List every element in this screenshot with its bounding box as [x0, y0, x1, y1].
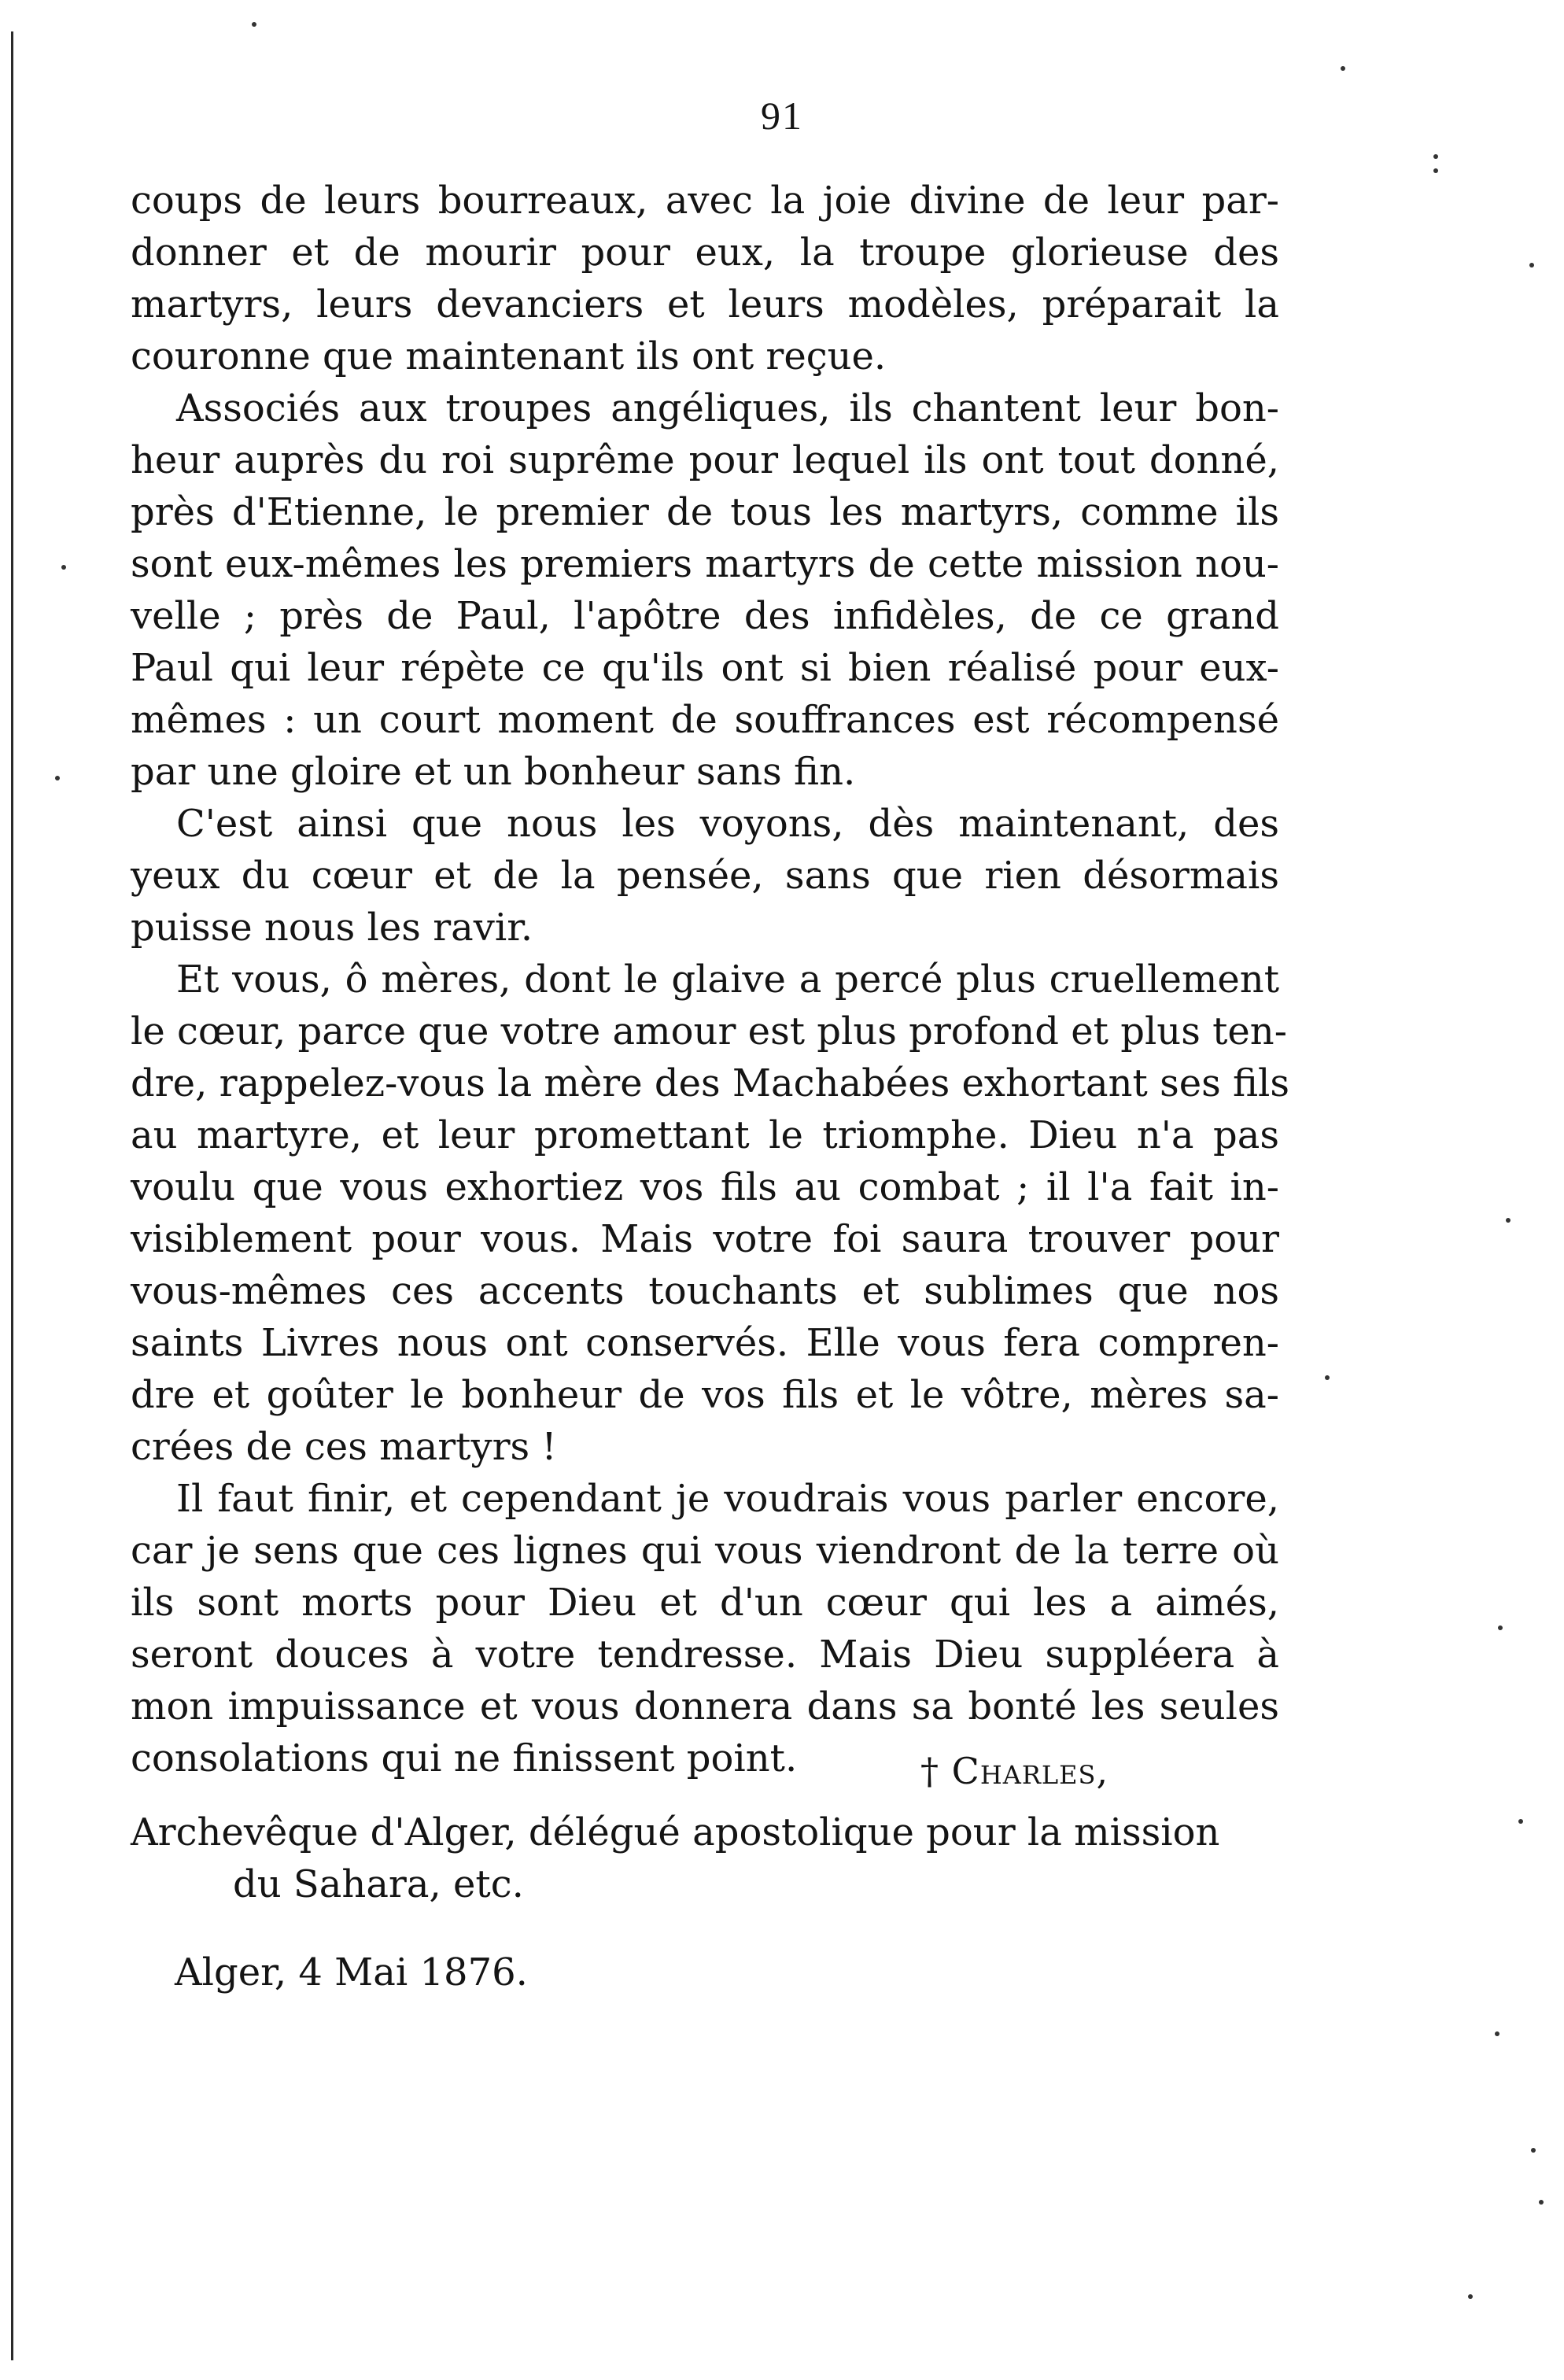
- page-number: 91: [761, 94, 803, 138]
- scan-speck: [61, 565, 66, 570]
- body-line: heur auprès du roi suprême pour lequel ils ont tout donné,: [131, 438, 1279, 482]
- body-line: donner et de mourir pour eux, la troupe glorieuse des: [131, 231, 1279, 275]
- body-line: vous-mêmes ces accents touchants et sublimes que nos: [131, 1269, 1279, 1313]
- scan-speck: [1529, 263, 1534, 268]
- body-line: par une gloire et un bonheur sans fin.: [131, 750, 856, 794]
- body-line: puisse nous les ravir.: [131, 906, 533, 950]
- signature-title: [131, 1806, 1279, 1910]
- scan-speck: [1531, 2148, 1536, 2153]
- body-line: saints Livres nous ont conservés. Elle vous fera compren-: [131, 1321, 1279, 1365]
- body-line: le cœur, parce que votre amour est plus profond et plus ten-: [131, 1009, 1287, 1053]
- scan-speck: [1433, 168, 1438, 173]
- page-binding-edge: [11, 31, 13, 2360]
- body-line: Paul qui leur répète ce qu'ils ont si bien réalisé pour eux-: [131, 646, 1279, 690]
- body-line: mêmes : un court moment de souffrances est récompensé: [131, 698, 1279, 742]
- body-line: Il faut finir, et cependant je voudrais vous parler encore,: [176, 1477, 1279, 1521]
- body-line: velle ; près de Paul, l'apôtre des infidèles, de ce grand: [131, 594, 1279, 638]
- body-line: Et vous, ô mères, dont le glaive a percé plus cruellement: [176, 958, 1279, 1002]
- body-line: mon impuissance et vous donnera dans sa bonté les seules: [131, 1684, 1279, 1729]
- body-line: couronne que maintenant ils ont reçue.: [131, 334, 887, 378]
- body-line: dre et goûter le bonheur de vos fils et le vôtre, mères sa-: [131, 1373, 1279, 1417]
- scan-speck: [1468, 2294, 1473, 2299]
- signature: † Charles,: [920, 1750, 1109, 1792]
- body-line: dre, rappelez-vous la mère des Machabées exhortant ses fils: [131, 1061, 1290, 1105]
- signature-title-line: Archevêque d'Alger, délégué apostolique pour la mission: [131, 1810, 1220, 1854]
- body-line: visiblement pour vous. Mais votre foi saura trouver pour: [131, 1217, 1279, 1261]
- letter-body: [131, 175, 1290, 1784]
- scan-speck: [1539, 2200, 1544, 2205]
- body-line: près d'Etienne, le premier de tous les martyrs, comme ils: [131, 490, 1279, 534]
- body-line: ils sont morts pour Dieu et d'un cœur qui les a aimés,: [131, 1581, 1279, 1625]
- body-line: consolations qui ne finissent point.: [131, 1736, 798, 1780]
- scan-speck: [1498, 1625, 1503, 1630]
- body-line: coups de leurs bourreaux, avec la joie divine de leur par-: [131, 179, 1279, 223]
- body-line: seront douces à votre tendresse. Mais Dieu suppléera à: [131, 1633, 1279, 1677]
- scan-speck: [1518, 1819, 1523, 1824]
- body-line: yeux du cœur et de la pensée, sans que rien désormais: [131, 854, 1279, 898]
- body-line: C'est ainsi que nous les voyons, dès maintenant, des: [176, 802, 1279, 846]
- body-line: voulu que vous exhortiez vos fils au combat ; il l'a fait in-: [131, 1165, 1279, 1209]
- scan-speck: [1341, 66, 1345, 71]
- scan-speck: [1325, 1375, 1330, 1380]
- body-line: sont eux-mêmes les premiers martyrs de cette mission nou-: [131, 542, 1279, 586]
- scan-speck: [1495, 2031, 1499, 2036]
- body-line: au martyre, et leur promettant le triomphe. Dieu n'a pas: [131, 1113, 1279, 1157]
- scan-speck: [55, 776, 60, 780]
- body-line: car je sens que ces lignes qui vous viendront de la terre où: [131, 1529, 1279, 1573]
- place-date: Alger, 4 Mai 1876.: [175, 1950, 528, 1994]
- body-line: crées de ces martyrs !: [131, 1425, 557, 1469]
- body-line: martyrs, leurs devanciers et leurs modèles, préparait la: [131, 282, 1279, 327]
- body-line: Associés aux troupes angéliques, ils chantent leur bon-: [176, 386, 1279, 430]
- scan-speck: [1506, 1218, 1511, 1223]
- scan-speck: [252, 22, 256, 27]
- signature-title-line: du Sahara, etc.: [233, 1862, 524, 1906]
- scan-speck: [1433, 154, 1438, 159]
